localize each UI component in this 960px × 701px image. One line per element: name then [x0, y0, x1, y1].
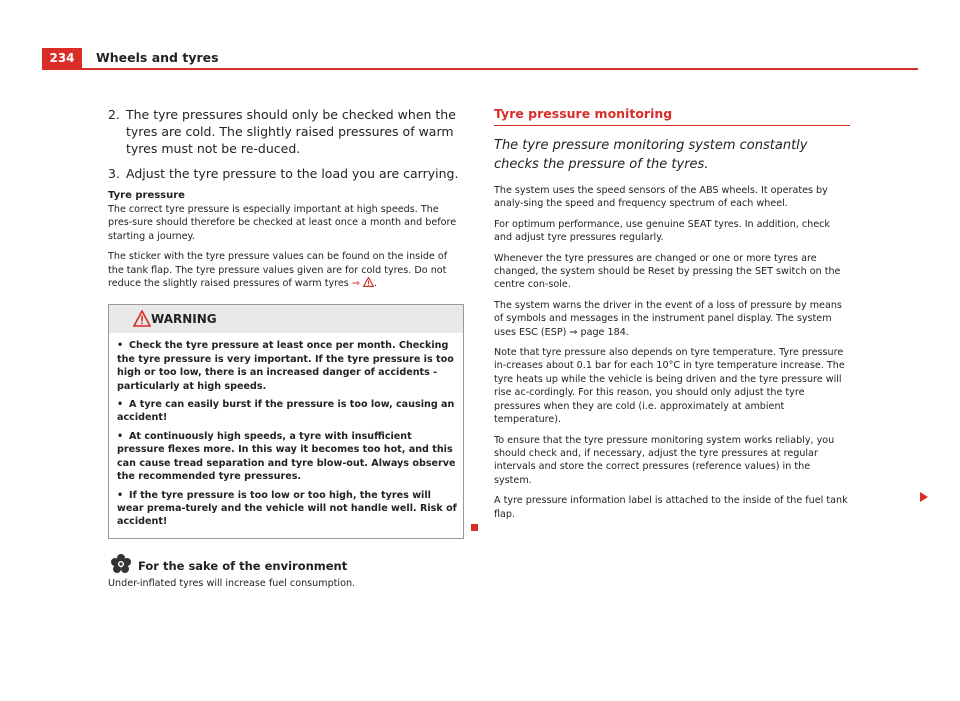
reference-arrow: ⇒	[351, 278, 360, 290]
section-subheading: Tyre pressure	[108, 190, 185, 201]
warning-bullet-text: At continuously high speeds, a tyre with insufficient pressure flexes more. In this way it becomes too hot, and this can cause tread separation and tyre blow-out. Always observe the recommended tyre pressures.	[117, 430, 456, 483]
body-paragraph: For optimum performance, use genuine SEAT tyres. In addition, check and adjust tyre pressures regularly.	[494, 218, 830, 244]
chapter-title: Wheels and tyres	[96, 50, 219, 65]
warning-body	[109, 333, 463, 537]
body-paragraph: A tyre pressure information label is attached to the inside of the fuel tank flap.	[494, 495, 848, 520]
warning-bullet: • A tyre can easily burst if the pressure is too low, causing an accident!	[117, 399, 455, 424]
warning-bullet: • If the tyre pressure is too low or too high, the tyres will wear prema-turely and the vehicle will not handle well. Risk of accident!	[117, 489, 457, 528]
warning-bullet: • At continuously high speeds, a tyre with insufficient pressure flexes more. In this way it becomes too hot, and this can cause tread separation and tyre blow-out. Always observe the recommended tyre pressures.	[117, 430, 456, 483]
page-number: 234	[42, 48, 82, 68]
step-number: 3.	[108, 166, 120, 181]
warning-triangle-icon	[363, 277, 374, 287]
body-paragraph	[108, 250, 464, 290]
section-title: Tyre pressure monitoring	[494, 106, 850, 126]
body-paragraph: The system warns the driver in the event of a loss of pressure by means of symbols and messages in the instrument panel display. The system uses ESC (ESP) ⇒ page 184.	[494, 299, 842, 338]
warning-box	[108, 304, 464, 538]
warning-title: WARNING	[151, 312, 217, 327]
section-end-marker	[471, 524, 478, 531]
body-paragraph: The system uses the speed sensors of the ABS wheels. It operates by analy-sing the speed and frequency spectrum of each wheel.	[494, 185, 828, 210]
step-item	[108, 106, 464, 157]
body-paragraph: Whenever the tyre pressures are changed or one or more tyres are changed, the system should be Reset by pressing the SET switch on the centre con-sole.	[494, 252, 841, 291]
warning-bullet-text: Check the tyre pressure at least once per month. Checking the tyre pressure is very important. If the tyre pressure is too high or too low, there is an increased danger of accidents - particularly at high speeds.	[117, 340, 454, 392]
step-text: The tyre pressures should only be checked when the tyres are cold. The slightly raised pressures of warm tyres must not be re-duced.	[126, 107, 456, 156]
warning-bullet-text: If the tyre pressure is too low or too high, the tyres will wear prema-turely and the vehicle will not handle well. Risk of accident!	[117, 489, 457, 528]
body-paragraph: The correct tyre pressure is especially important at high speeds. The pres-sure should therefore be checked at least once a month and before starting a journey.	[108, 204, 457, 242]
header-rule	[42, 68, 918, 70]
warning-header	[109, 305, 463, 333]
step-item	[108, 165, 464, 182]
body-paragraph: Note that tyre pressure also depends on tyre temperature. Tyre pressure in-creases about 0.1 bar for each 10°C in tyre temperature increase. The tyre heats up while the vehicle is being driven and the tyre pressure will rise ac-cordingly. For this reason, you should only adjust the tyre pressures when they are cold (i.e. approximately at ambient temperature).	[494, 347, 845, 426]
body-paragraph: To ensure that the tyre pressure monitoring system works reliably, you should check and, if necessary, adjust the tyre pressures at regular intervals and store the correct pressures (reference values) in the system.	[494, 434, 835, 486]
environment-note	[108, 555, 464, 590]
left-column	[108, 106, 464, 597]
warning-bullet-text: A tyre can easily burst if the pressure is too low, causing an accident!	[117, 399, 455, 424]
warning-triangle-icon	[133, 310, 151, 327]
warning-reference-link[interactable]	[352, 278, 374, 289]
step-text: Adjust the tyre pressure to the load you are carrying.	[126, 166, 459, 181]
warning-bullet: • Check the tyre pressure at least once per month. Checking the tyre pressure is very important. If the tyre pressure is too high or too low, there is an increased danger of accidents - particularly at high speeds.	[117, 340, 454, 392]
step-number: 2.	[108, 107, 120, 122]
section-intro: The tyre pressure monitoring system constantly checks the pressure of the tyres.	[494, 138, 808, 172]
environment-text: Under-inflated tyres will increase fuel consumption.	[108, 577, 356, 589]
paragraph-end: .	[373, 278, 377, 290]
paragraph-text: The sticker with the tyre pressure values can be found on the inside of the tank flap. The tyre pressure values given are for cold tyres. Do not reduce the slightly raised pressures of warm tyres	[108, 251, 448, 290]
right-column	[494, 106, 850, 528]
continue-arrow-icon	[920, 492, 928, 502]
environment-title: For the sake of the environment	[138, 558, 348, 573]
flower-icon	[110, 553, 132, 575]
